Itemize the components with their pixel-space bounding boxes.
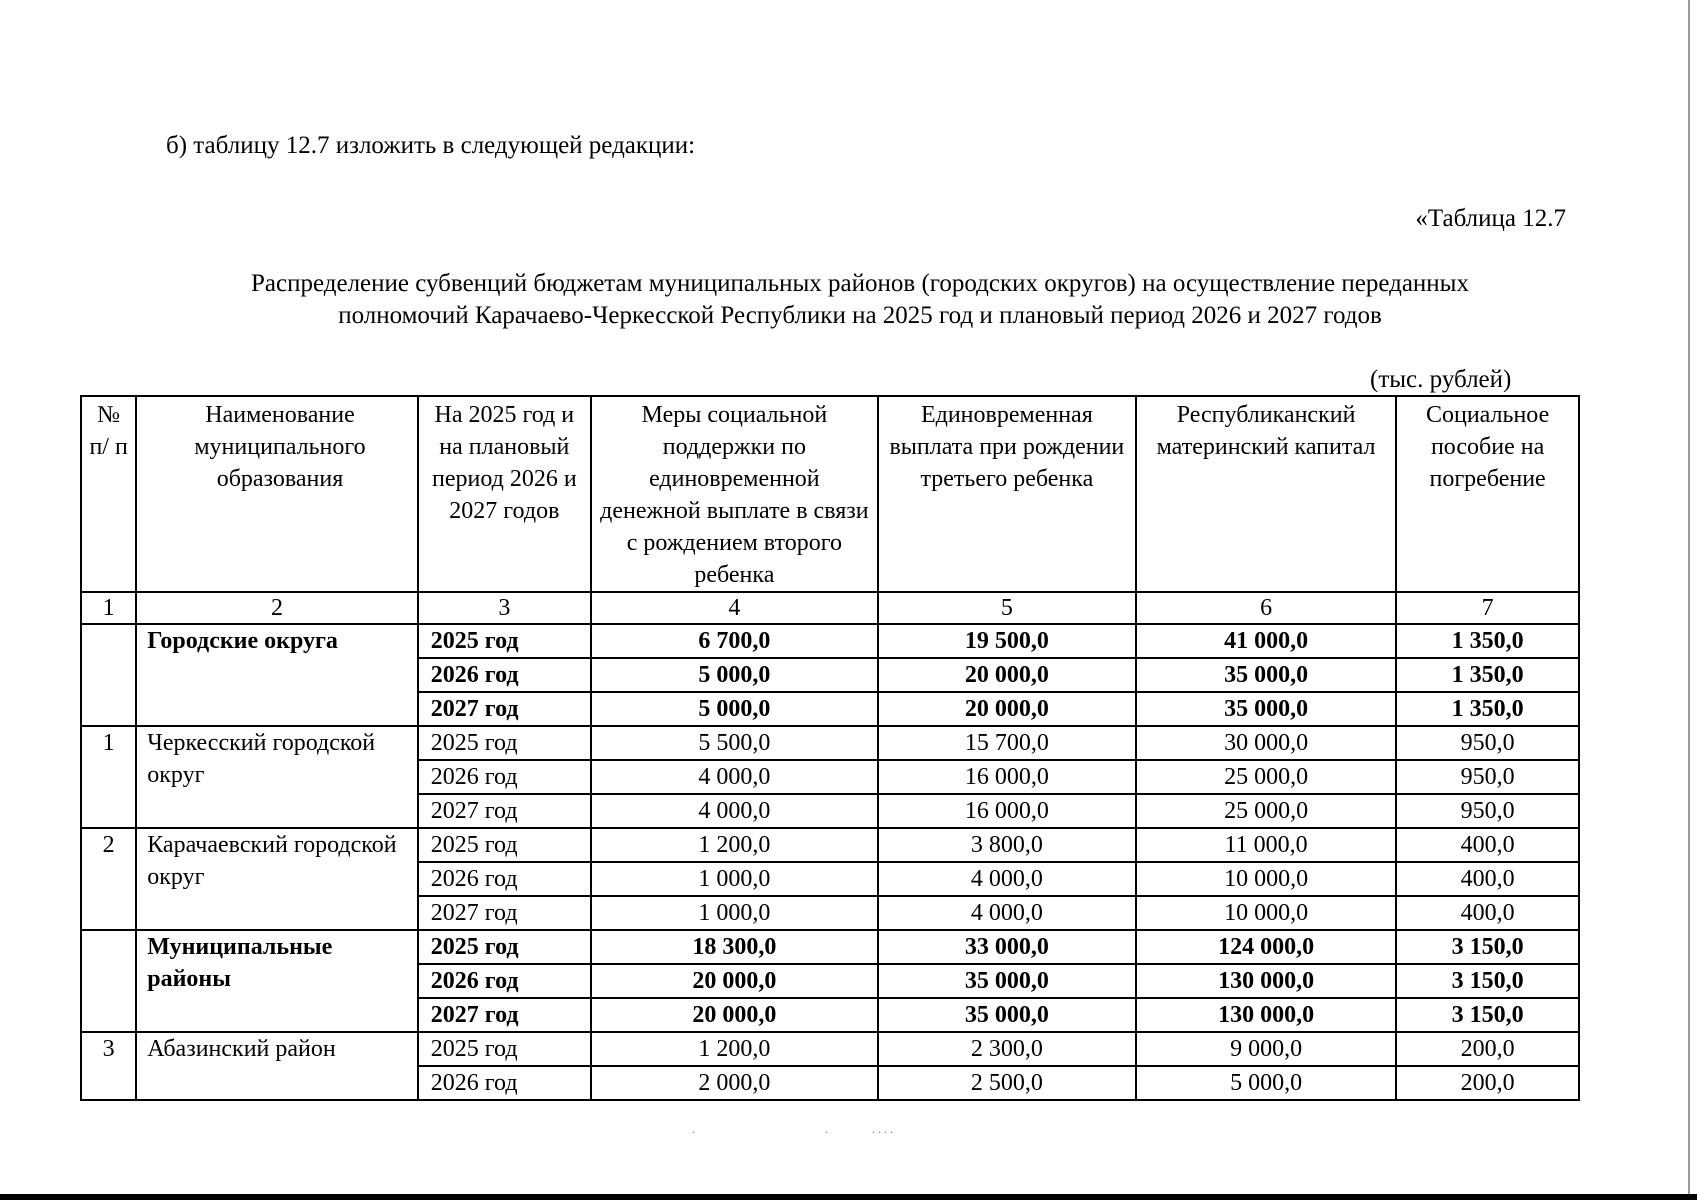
value-cell: 19 500,0 — [878, 624, 1136, 658]
column-number: 1 — [81, 592, 136, 624]
value-cell: 35 000,0 — [878, 998, 1136, 1032]
value-cell: 200,0 — [1396, 1032, 1579, 1066]
header-row — [81, 396, 1579, 592]
scan-speck: . — [825, 1122, 828, 1136]
column-number: 5 — [878, 592, 1136, 624]
table-label: «Таблица 12.7 — [1415, 205, 1566, 232]
title-line-2: полномочий Карачаево-Черкесской Республики на 2025 год и плановый период 2026 и 2027 годов — [338, 302, 1382, 329]
intro-text: б) таблицу 12.7 изложить в следующей редакции: — [166, 132, 696, 159]
column-number: 2 — [136, 592, 418, 624]
year-cell: 2027 год — [418, 998, 591, 1032]
value-cell: 1 000,0 — [591, 896, 878, 930]
value-cell: 200,0 — [1396, 1066, 1579, 1100]
value-cell: 30 000,0 — [1136, 726, 1396, 760]
header-num: № п/ п — [81, 396, 136, 592]
value-cell: 130 000,0 — [1136, 964, 1396, 998]
value-cell: 4 000,0 — [591, 794, 878, 828]
value-cell: 6 700,0 — [591, 624, 878, 658]
scan-speck: . — [692, 1122, 695, 1136]
title-line-1: Распределение субвенций бюджетам муниципальных районов (городских округов) на осуществление переданных — [251, 270, 1469, 297]
header-third-child: Единовременная выплата при рождении третьего ребенка — [878, 396, 1136, 592]
municipality-name: Муниципальные районы — [136, 930, 418, 1032]
table-row — [81, 624, 1579, 658]
value-cell: 41 000,0 — [1136, 624, 1396, 658]
group-urban-districts — [81, 624, 1579, 726]
header-maternity-capital: Республиканский материнский капитал — [1136, 396, 1396, 592]
value-cell: 25 000,0 — [1136, 794, 1396, 828]
value-cell: 400,0 — [1396, 828, 1579, 862]
value-cell: 1 350,0 — [1396, 692, 1579, 726]
municipality-name: Черкесский городской округ — [136, 726, 418, 828]
year-cell: 2027 год — [418, 692, 591, 726]
value-cell: 25 000,0 — [1136, 760, 1396, 794]
value-cell: 1 350,0 — [1396, 658, 1579, 692]
year-cell: 2025 год — [418, 930, 591, 964]
value-cell: 950,0 — [1396, 794, 1579, 828]
row-number: 3 — [81, 1032, 136, 1100]
value-cell: 20 000,0 — [878, 692, 1136, 726]
value-cell: 2 300,0 — [878, 1032, 1136, 1066]
header-burial-allowance: Социальное пособие на погребение — [1396, 396, 1579, 592]
value-cell: 35 000,0 — [878, 964, 1136, 998]
scan-speck: . . . . — [872, 1122, 893, 1136]
year-cell: 2025 год — [418, 828, 591, 862]
scan-right-edge — [1688, 0, 1690, 1200]
value-cell: 11 000,0 — [1136, 828, 1396, 862]
subsidy-table — [80, 395, 1580, 1101]
value-cell: 18 300,0 — [591, 930, 878, 964]
value-cell: 20 000,0 — [591, 998, 878, 1032]
column-number-row — [81, 592, 1579, 624]
municipality-name: Городские округа — [136, 624, 418, 726]
header-period: На 2025 год и на плановый период 2026 и 2027 годов — [418, 396, 591, 592]
value-cell: 35 000,0 — [1136, 658, 1396, 692]
value-cell: 5 000,0 — [591, 658, 878, 692]
year-cell: 2026 год — [418, 1066, 591, 1100]
municipality-name: Карачаевский городской округ — [136, 828, 418, 930]
group-karachaevsk — [81, 828, 1579, 930]
value-cell: 400,0 — [1396, 862, 1579, 896]
year-cell: 2025 год — [418, 1032, 591, 1066]
value-cell: 130 000,0 — [1136, 998, 1396, 1032]
value-cell: 5 000,0 — [591, 692, 878, 726]
row-number: 1 — [81, 726, 136, 828]
year-cell: 2027 год — [418, 896, 591, 930]
value-cell: 3 150,0 — [1396, 964, 1579, 998]
value-cell: 16 000,0 — [878, 760, 1136, 794]
header-name: Наименование муниципального образования — [136, 396, 418, 592]
value-cell: 35 000,0 — [1136, 692, 1396, 726]
value-cell: 2 500,0 — [878, 1066, 1136, 1100]
value-cell: 4 000,0 — [878, 896, 1136, 930]
year-cell: 2025 год — [418, 726, 591, 760]
scan-bottom-edge — [0, 1194, 1697, 1200]
column-number: 7 — [1396, 592, 1579, 624]
year-cell: 2026 год — [418, 964, 591, 998]
table-row — [81, 726, 1579, 760]
value-cell: 4 000,0 — [878, 862, 1136, 896]
header-second-child: Меры социальной поддержки по единовременной денежной выплате в связи с рождением второго ребенка — [591, 396, 878, 592]
year-cell: 2025 год — [418, 624, 591, 658]
group-abaza — [81, 1032, 1579, 1100]
group-municipal-districts — [81, 930, 1579, 1032]
value-cell: 15 700,0 — [878, 726, 1136, 760]
value-cell: 1 350,0 — [1396, 624, 1579, 658]
value-cell: 5 000,0 — [1136, 1066, 1396, 1100]
table-row — [81, 1032, 1579, 1066]
value-cell: 950,0 — [1396, 726, 1579, 760]
value-cell: 3 800,0 — [878, 828, 1136, 862]
value-cell: 20 000,0 — [878, 658, 1136, 692]
year-cell: 2026 год — [418, 658, 591, 692]
value-cell: 2 000,0 — [591, 1066, 878, 1100]
value-cell: 1 200,0 — [591, 828, 878, 862]
table-row — [81, 930, 1579, 964]
group-cherkessk — [81, 726, 1579, 828]
value-cell: 16 000,0 — [878, 794, 1136, 828]
year-cell: 2026 год — [418, 760, 591, 794]
value-cell: 10 000,0 — [1136, 862, 1396, 896]
row-number: 2 — [81, 828, 136, 930]
year-cell: 2027 год — [418, 794, 591, 828]
value-cell: 1 000,0 — [591, 862, 878, 896]
column-number: 3 — [418, 592, 591, 624]
row-number — [81, 624, 136, 726]
table-row — [81, 828, 1579, 862]
value-cell: 124 000,0 — [1136, 930, 1396, 964]
value-cell: 20 000,0 — [591, 964, 878, 998]
column-number: 4 — [591, 592, 878, 624]
table-title — [150, 268, 1570, 332]
units-label: (тыс. рублей) — [1370, 366, 1512, 393]
value-cell: 1 200,0 — [591, 1032, 878, 1066]
municipality-name: Абазинский район — [136, 1032, 418, 1100]
value-cell: 950,0 — [1396, 760, 1579, 794]
value-cell: 5 500,0 — [591, 726, 878, 760]
column-number: 6 — [1136, 592, 1396, 624]
value-cell: 3 150,0 — [1396, 998, 1579, 1032]
value-cell: 400,0 — [1396, 896, 1579, 930]
value-cell: 10 000,0 — [1136, 896, 1396, 930]
year-cell: 2026 год — [418, 862, 591, 896]
value-cell: 4 000,0 — [591, 760, 878, 794]
value-cell: 9 000,0 — [1136, 1032, 1396, 1066]
value-cell: 3 150,0 — [1396, 930, 1579, 964]
value-cell: 33 000,0 — [878, 930, 1136, 964]
row-number — [81, 930, 136, 1032]
